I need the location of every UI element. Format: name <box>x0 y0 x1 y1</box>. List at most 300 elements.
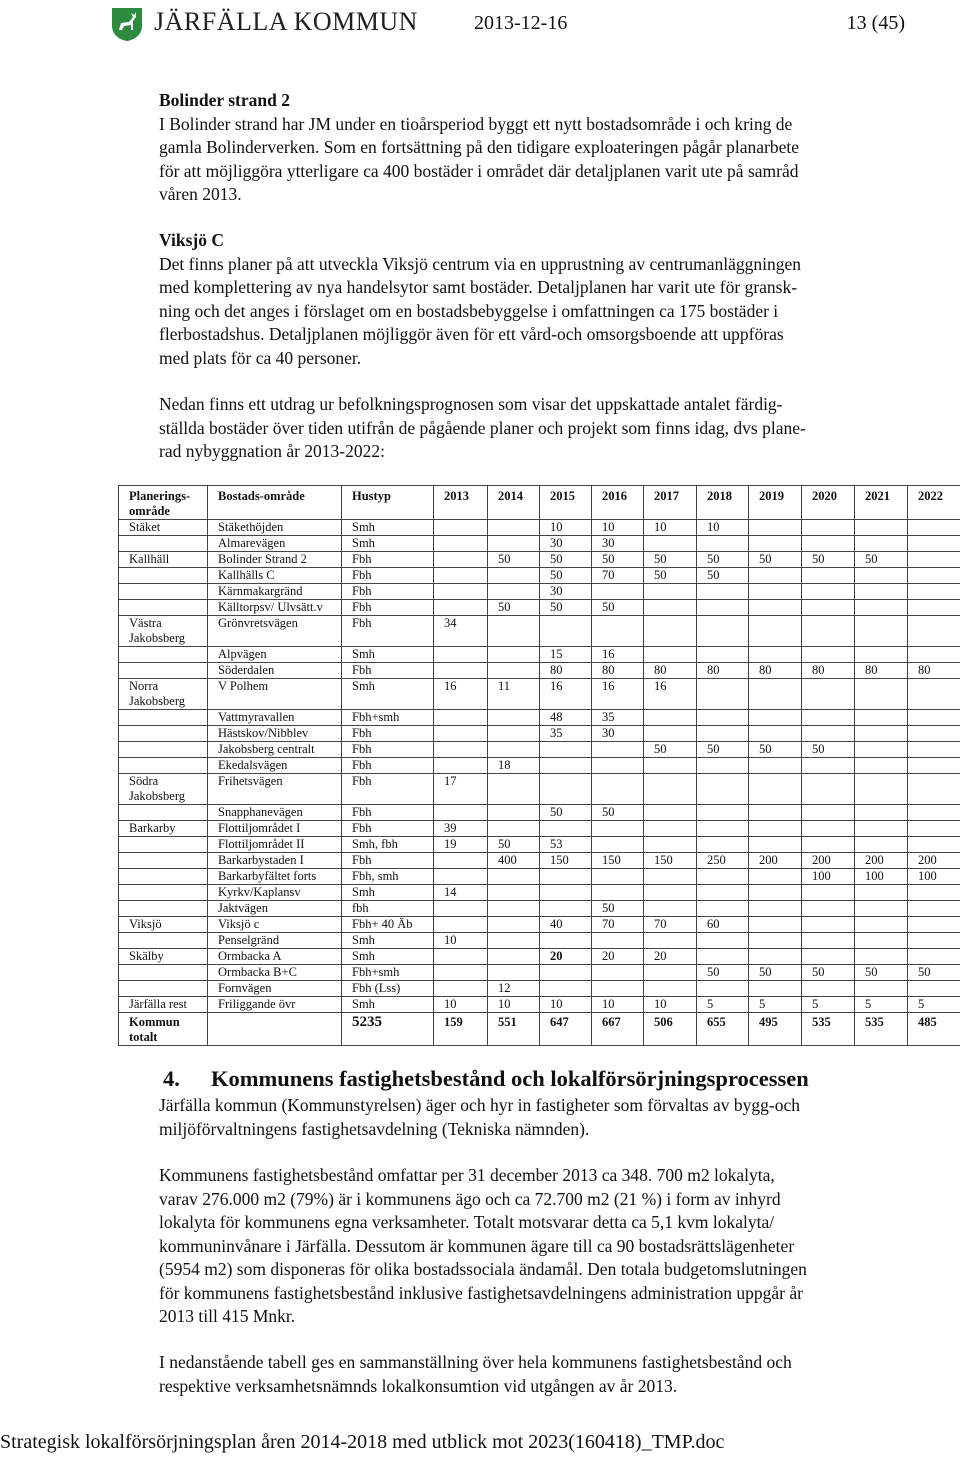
cell-value: 40 <box>540 917 592 933</box>
cell-value <box>749 805 802 821</box>
cell-value <box>855 901 908 917</box>
cell-area: Västra Jakobsberg <box>119 616 208 647</box>
cell-value <box>434 663 488 679</box>
cell-value: 30 <box>592 726 644 742</box>
cell-value: 50 <box>855 552 908 568</box>
cell-housing-area: Frihetsvägen <box>208 774 342 805</box>
cell-value: 5 <box>908 997 960 1013</box>
cell-area <box>119 726 208 742</box>
cell-value <box>802 933 855 949</box>
cell-housing-area: Ekedalsvägen <box>208 758 342 774</box>
cell-value <box>697 679 749 710</box>
cell-value <box>855 520 908 536</box>
table-row <box>119 758 960 774</box>
cell-value: 10 <box>644 997 697 1013</box>
cell-value <box>908 520 960 536</box>
cell-value <box>802 647 855 663</box>
cell-value: 70 <box>644 917 697 933</box>
cell-value: 50 <box>697 965 749 981</box>
cell-area: Södra Jakobsberg <box>119 774 208 805</box>
cell-housing-area: Fornvägen <box>208 981 342 997</box>
cell-housing-area: Kärnmakargränd <box>208 584 342 600</box>
cell-type: fbh <box>342 901 434 917</box>
cell-value <box>644 837 697 853</box>
cell-value: 70 <box>592 917 644 933</box>
cell-value <box>540 933 592 949</box>
cell-value: 2020 <box>802 486 855 520</box>
cell-value: 159 <box>434 1013 488 1046</box>
table-row <box>119 837 960 853</box>
header-date: 2013-12-16 <box>474 12 568 34</box>
cell-value: 16 <box>540 679 592 710</box>
cell-housing-area: Almarevägen <box>208 536 342 552</box>
cell-value <box>908 758 960 774</box>
cell-value: 50 <box>802 965 855 981</box>
cell-value <box>908 837 960 853</box>
cell-housing-area: Friliggande övr <box>208 997 342 1013</box>
cell-value: 16 <box>592 647 644 663</box>
cell-value <box>644 885 697 901</box>
cell-value <box>802 917 855 933</box>
cell-value <box>855 742 908 758</box>
cell-value <box>540 901 592 917</box>
cell-value <box>697 821 749 837</box>
cell-value <box>855 616 908 647</box>
cell-value <box>592 965 644 981</box>
cell-value: 10 <box>488 997 540 1013</box>
cell-value <box>697 758 749 774</box>
cell-area: Skälby <box>119 949 208 965</box>
page-footer: Strategisk lokalförsörjningsplan åren 2014-2018 med utblick mot 2023(160418)_TMP.doc <box>0 1431 725 1453</box>
cell-value <box>802 885 855 901</box>
cell-type: Smh, fbh <box>342 837 434 853</box>
cell-value: 80 <box>697 663 749 679</box>
cell-value <box>540 981 592 997</box>
cell-value <box>749 520 802 536</box>
cell-value: 535 <box>802 1013 855 1046</box>
cell-value: 50 <box>644 742 697 758</box>
cell-type: Fbh, smh <box>342 869 434 885</box>
table-row <box>119 584 960 600</box>
cell-value <box>908 949 960 965</box>
cell-value: 11 <box>488 679 540 710</box>
cell-value: 12 <box>488 981 540 997</box>
cell-area: Norra Jakobsberg <box>119 679 208 710</box>
cell-value <box>749 821 802 837</box>
cell-value: 10 <box>697 520 749 536</box>
table-row <box>119 997 960 1013</box>
cell-housing-area: Penselgränd <box>208 933 342 949</box>
cell-value: 60 <box>697 917 749 933</box>
table-row <box>119 933 960 949</box>
text-line: Nedan finns ett utdrag ur befolkningsprognosen som visar det uppskattade antalet färdig- <box>159 394 783 414</box>
cell-value <box>644 600 697 616</box>
cell-value: 50 <box>540 805 592 821</box>
table-row <box>119 885 960 901</box>
cell-value <box>908 600 960 616</box>
cell-value <box>434 536 488 552</box>
table-row <box>119 949 960 965</box>
cell-value: 80 <box>749 663 802 679</box>
text-line: Det finns planer på att utveckla Viksjö centrum via en upprustning av centrumanläggningen <box>159 253 802 274</box>
cell-value <box>697 869 749 885</box>
cell-value: 5 <box>697 997 749 1013</box>
cell-value <box>802 805 855 821</box>
text-line: Kommunens fastighetsbestånd omfattar per 31 december 2013 ca 348. 700 m2 lokalyta, <box>159 1165 775 1185</box>
table-row <box>119 536 960 552</box>
cell-value <box>908 742 960 758</box>
cell-value <box>434 901 488 917</box>
cell-area: Planerings-område <box>119 486 208 520</box>
cell-value: 50 <box>592 600 644 616</box>
cell-value <box>855 679 908 710</box>
cell-housing-area: Barkarbyfältet forts <box>208 869 342 885</box>
cell-value: 50 <box>488 600 540 616</box>
cell-value: 2019 <box>749 486 802 520</box>
cell-value <box>908 568 960 584</box>
cell-value: 30 <box>540 584 592 600</box>
cell-housing-area: Bolinder Strand 2 <box>208 552 342 568</box>
cell-value <box>802 568 855 584</box>
cell-area <box>119 965 208 981</box>
cell-value: 10 <box>644 520 697 536</box>
cell-value <box>488 901 540 917</box>
page-header <box>0 0 960 48</box>
cell-value <box>434 758 488 774</box>
cell-value <box>488 805 540 821</box>
cell-value <box>855 536 908 552</box>
cell-type: Fbh <box>342 742 434 758</box>
cell-value <box>644 647 697 663</box>
cell-value <box>749 710 802 726</box>
cell-value: 400 <box>488 853 540 869</box>
text-line: 2013 till 415 Mnkr. <box>159 1306 296 1326</box>
cell-value: 50 <box>488 552 540 568</box>
cell-value <box>802 821 855 837</box>
cell-value <box>855 837 908 853</box>
cell-value <box>697 901 749 917</box>
org-name: JÄRFÄLLA KOMMUN <box>154 7 418 36</box>
cell-value <box>855 758 908 774</box>
cell-value: 2018 <box>697 486 749 520</box>
cell-value <box>802 837 855 853</box>
cell-value: 2022 <box>908 486 960 520</box>
cell-value <box>592 742 644 758</box>
cell-value <box>749 837 802 853</box>
cell-housing-area: Flottiljområdet I <box>208 821 342 837</box>
cell-value <box>488 710 540 726</box>
cell-value: 506 <box>644 1013 697 1046</box>
cell-value <box>540 742 592 758</box>
cell-value: 551 <box>488 1013 540 1046</box>
cell-type: Fbh <box>342 821 434 837</box>
cell-value: 16 <box>644 679 697 710</box>
cell-value <box>540 616 592 647</box>
cell-value <box>749 679 802 710</box>
cell-value <box>802 584 855 600</box>
table-row <box>119 965 960 981</box>
cell-area <box>119 837 208 853</box>
cell-area: Stäket <box>119 520 208 536</box>
text-line: för kommunens fastighetsbestånd inklusive fastighetsavdelningens administration uppgår år <box>159 1282 803 1303</box>
cell-value <box>434 805 488 821</box>
cell-value: 80 <box>540 663 592 679</box>
cell-value <box>749 949 802 965</box>
cell-value <box>908 901 960 917</box>
cell-value <box>592 837 644 853</box>
cell-value: 50 <box>749 552 802 568</box>
cell-value: 200 <box>908 853 960 869</box>
cell-value: 39 <box>434 821 488 837</box>
chapter-paragraph-3 <box>159 1351 919 1398</box>
text-line: ning och det anges i förslaget om en bostadsbebyggelse i omfattningen ca 175 bostäder i <box>159 300 779 321</box>
cell-type: Smh <box>342 647 434 663</box>
cell-value <box>802 520 855 536</box>
cell-value <box>749 933 802 949</box>
cell-type: Fbh <box>342 726 434 742</box>
cell-value <box>488 520 540 536</box>
cell-value: 19 <box>434 837 488 853</box>
text-line: rad nybyggnation år 2013-2022: <box>159 441 385 461</box>
table-row <box>119 805 960 821</box>
cell-type: Smh <box>342 679 434 710</box>
cell-value: 15 <box>540 647 592 663</box>
cell-value <box>908 774 960 805</box>
cell-value <box>697 600 749 616</box>
cell-value <box>488 885 540 901</box>
table-row <box>119 616 960 647</box>
cell-value <box>644 933 697 949</box>
cell-value <box>697 710 749 726</box>
cell-value <box>644 869 697 885</box>
cell-value <box>697 584 749 600</box>
cell-area <box>119 742 208 758</box>
cell-value <box>697 647 749 663</box>
cell-value <box>908 710 960 726</box>
cell-value: 50 <box>488 837 540 853</box>
cell-area <box>119 869 208 885</box>
cell-value <box>488 917 540 933</box>
cell-value: 200 <box>749 853 802 869</box>
cell-value: 53 <box>540 837 592 853</box>
cell-value <box>434 600 488 616</box>
cell-value: 70 <box>592 568 644 584</box>
cell-value: 10 <box>592 997 644 1013</box>
cell-area <box>119 853 208 869</box>
cell-housing-area: Hästskov/Nibblev <box>208 726 342 742</box>
cell-value: 30 <box>592 536 644 552</box>
cell-value: 50 <box>697 568 749 584</box>
cell-value: 17 <box>434 774 488 805</box>
cell-value <box>749 885 802 901</box>
cell-value <box>908 805 960 821</box>
table-total-row <box>119 1013 960 1046</box>
text-line: Järfälla kommun (Kommunstyrelsen) äger och hyr in fastigheter som förvaltas av bygg-och <box>159 1095 800 1115</box>
cell-housing-area: Alpvägen <box>208 647 342 663</box>
cell-value: 10 <box>434 997 488 1013</box>
cell-value <box>592 933 644 949</box>
cell-value <box>644 821 697 837</box>
cell-value <box>592 981 644 997</box>
cell-value: 35 <box>540 726 592 742</box>
cell-value: 80 <box>592 663 644 679</box>
cell-value: 2014 <box>488 486 540 520</box>
cell-value: 30 <box>540 536 592 552</box>
cell-value <box>749 584 802 600</box>
cell-value <box>488 663 540 679</box>
cell-type: Smh <box>342 885 434 901</box>
cell-value: 80 <box>908 663 960 679</box>
cell-housing-area: Kyrkv/Kaplansv <box>208 885 342 901</box>
cell-value: 80 <box>855 663 908 679</box>
cell-value <box>802 536 855 552</box>
text-line: I Bolinder strand har JM under en tioårsperiod byggt ett nytt bostadsområde i och kring de <box>159 113 793 134</box>
cell-value <box>802 774 855 805</box>
cell-value <box>434 869 488 885</box>
cell-value: 50 <box>644 552 697 568</box>
cell-housing-area: Snapphanevägen <box>208 805 342 821</box>
cell-value: 2021 <box>855 486 908 520</box>
cell-housing-area: Kallhälls C <box>208 568 342 584</box>
cell-type: Smh <box>342 536 434 552</box>
table-row <box>119 901 960 917</box>
cell-value <box>855 647 908 663</box>
table-row <box>119 600 960 616</box>
cell-value <box>434 647 488 663</box>
cell-housing-area: Ormbacka B+C <box>208 965 342 981</box>
cell-value <box>697 949 749 965</box>
table-row <box>119 869 960 885</box>
cell-value: 34 <box>434 616 488 647</box>
cell-value <box>540 774 592 805</box>
cell-value <box>749 726 802 742</box>
cell-value: 50 <box>697 552 749 568</box>
cell-housing-area: Jakobsberg centralt <box>208 742 342 758</box>
cell-value: 150 <box>644 853 697 869</box>
cell-housing-area <box>208 1013 342 1046</box>
cell-value: 100 <box>802 869 855 885</box>
cell-area <box>119 647 208 663</box>
cell-type: Smh <box>342 933 434 949</box>
section-heading: Bolinder strand 2 <box>159 90 290 110</box>
cell-value <box>644 584 697 600</box>
cell-value <box>697 837 749 853</box>
cell-value <box>697 774 749 805</box>
cell-housing-area: Stäkethöjden <box>208 520 342 536</box>
section-viksjo <box>159 229 919 370</box>
table-row <box>119 552 960 568</box>
cell-value <box>434 949 488 965</box>
cell-value: 50 <box>855 965 908 981</box>
cell-area: Kallhäll <box>119 552 208 568</box>
cell-value: 50 <box>592 901 644 917</box>
cell-value <box>488 949 540 965</box>
table-row <box>119 821 960 837</box>
cell-value <box>749 981 802 997</box>
cell-value: 50 <box>697 742 749 758</box>
cell-housing-area: Jaktvägen <box>208 901 342 917</box>
cell-value <box>855 917 908 933</box>
cell-value: 18 <box>488 758 540 774</box>
cell-value: 50 <box>749 965 802 981</box>
chapter-heading <box>163 1066 809 1092</box>
cell-value <box>488 933 540 949</box>
cell-value <box>540 758 592 774</box>
cell-housing-area: Vattmyravallen <box>208 710 342 726</box>
table-row <box>119 679 960 710</box>
text-line: I nedanstående tabell ges en sammanställning över hela kommunens fastighetsbestånd och <box>159 1352 792 1372</box>
cell-value <box>488 869 540 885</box>
cell-value <box>488 536 540 552</box>
cell-type: Fbh <box>342 600 434 616</box>
cell-value <box>592 821 644 837</box>
cell-value <box>855 933 908 949</box>
cell-housing-area: Ormbacka A <box>208 949 342 965</box>
cell-value: 14 <box>434 885 488 901</box>
table-row <box>119 853 960 869</box>
cell-type: Fbh+smh <box>342 710 434 726</box>
cell-value <box>592 885 644 901</box>
cell-value <box>644 726 697 742</box>
cell-value <box>434 917 488 933</box>
cell-value <box>697 885 749 901</box>
cell-value <box>540 885 592 901</box>
cell-value: 655 <box>697 1013 749 1046</box>
cell-value: 647 <box>540 1013 592 1046</box>
cell-value <box>908 917 960 933</box>
chapter-paragraph-1 <box>159 1094 919 1141</box>
cell-value <box>749 774 802 805</box>
cell-value <box>855 710 908 726</box>
cell-value: 20 <box>644 949 697 965</box>
table-row <box>119 774 960 805</box>
cell-value: 80 <box>802 663 855 679</box>
cell-value <box>855 981 908 997</box>
cell-area <box>119 933 208 949</box>
cell-area <box>119 710 208 726</box>
cell-value <box>908 933 960 949</box>
cell-area <box>119 805 208 821</box>
cell-value: 535 <box>855 1013 908 1046</box>
cell-value <box>697 933 749 949</box>
cell-value <box>540 869 592 885</box>
cell-housing-area: Grönvretsvägen <box>208 616 342 647</box>
deer-shield-icon <box>110 6 144 42</box>
cell-housing-area: Flottiljområdet II <box>208 837 342 853</box>
section-heading: Viksjö C <box>159 230 224 250</box>
cell-value <box>540 965 592 981</box>
cell-housing-area: Viksjö c <box>208 917 342 933</box>
cell-value: 2016 <box>592 486 644 520</box>
cell-type: Fbh <box>342 552 434 568</box>
cell-value <box>802 710 855 726</box>
cell-value <box>488 584 540 600</box>
cell-value <box>434 584 488 600</box>
cell-value <box>908 647 960 663</box>
cell-value: 10 <box>540 997 592 1013</box>
cell-value <box>802 981 855 997</box>
text-line: miljöförvaltningens fastighetsavdelning (Tekniska nämnden). <box>159 1118 590 1139</box>
cell-type: Smh <box>342 949 434 965</box>
cell-value: 5 <box>802 997 855 1013</box>
cell-value <box>592 869 644 885</box>
cell-value: 50 <box>540 568 592 584</box>
cell-value: 100 <box>908 869 960 885</box>
cell-value <box>697 726 749 742</box>
cell-area <box>119 981 208 997</box>
cell-type: 5235 <box>342 1013 434 1046</box>
table-row <box>119 568 960 584</box>
